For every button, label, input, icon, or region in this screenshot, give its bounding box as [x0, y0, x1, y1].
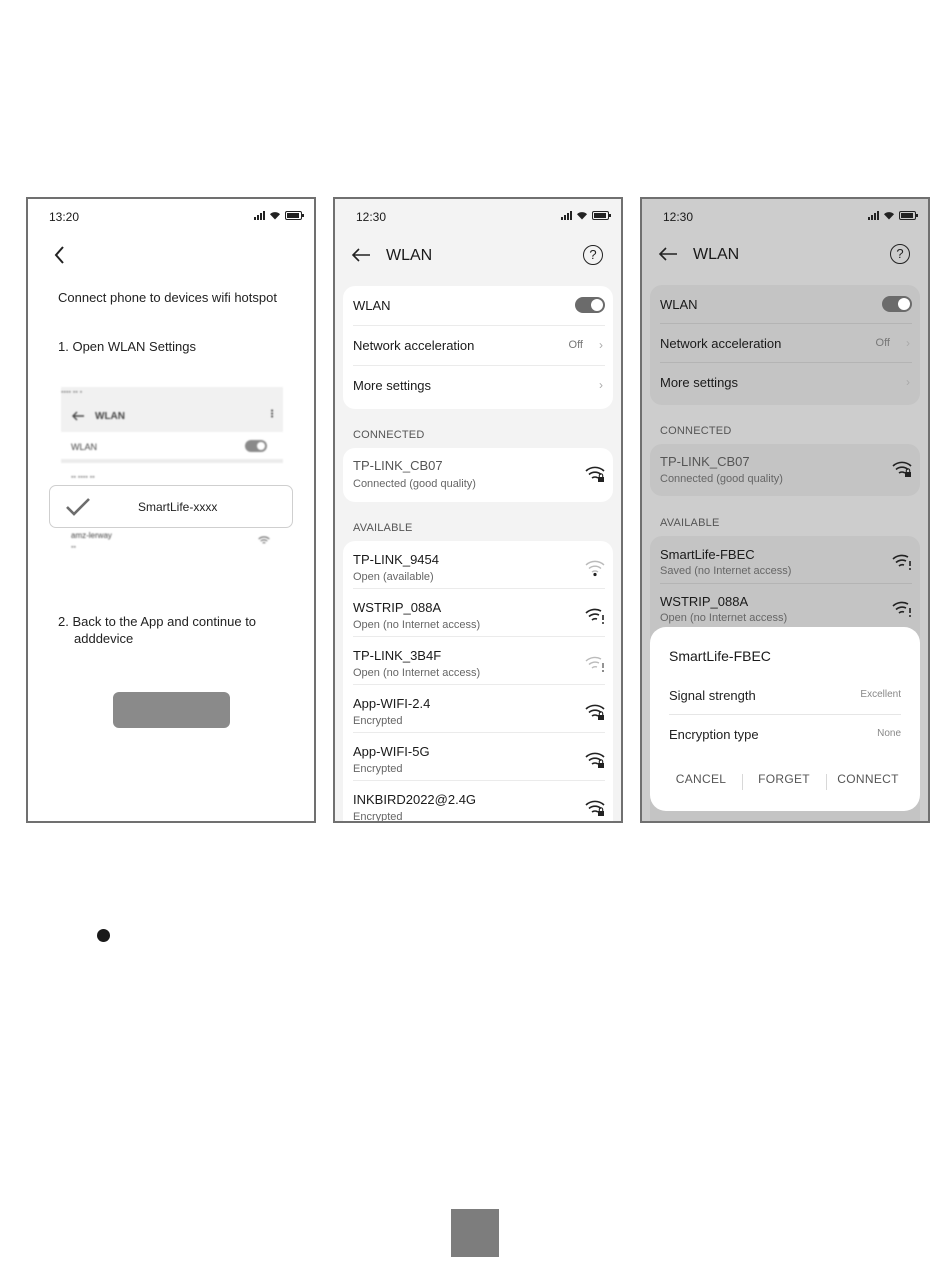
network-status: Open (no Internet access)	[353, 667, 481, 679]
chevron-right-icon: ›	[599, 338, 603, 352]
network-name: TP-LINK_3B4F	[353, 648, 442, 663]
connected-card	[650, 444, 920, 496]
battery-icon	[285, 211, 302, 220]
encryption-type-label: Encryption type	[669, 727, 759, 742]
connected-header: CONNECTED	[660, 425, 732, 437]
status-icons	[254, 211, 302, 220]
selected-network-name: SmartLife-xxxx	[138, 500, 218, 514]
wlan-toggle-row[interactable]	[353, 286, 605, 326]
network-row[interactable]	[353, 733, 605, 781]
preview-divider	[61, 459, 283, 463]
forget-button[interactable]: FORGET	[758, 772, 810, 786]
more-settings-label: More settings	[660, 375, 739, 390]
available-header: AVAILABLE	[660, 517, 720, 529]
dialog-title: SmartLife-FBEC	[669, 648, 771, 664]
preview-title: WLAN	[95, 411, 125, 422]
status-icons	[868, 211, 916, 220]
continue-button[interactable]	[113, 692, 230, 728]
preview-network-status: ▪▪	[71, 544, 76, 551]
status-time: 12:30	[356, 210, 387, 224]
connected-card	[343, 448, 613, 502]
signal-strength-label: Signal strength	[669, 688, 756, 703]
available-header: AVAILABLE	[353, 522, 413, 534]
network-row[interactable]	[660, 536, 912, 584]
status-icons	[561, 211, 609, 220]
network-acceleration-value: Off	[875, 337, 890, 349]
preview-wlan-label: WLAN	[71, 442, 98, 452]
network-row[interactable]	[353, 637, 605, 685]
network-acceleration-row[interactable]	[660, 324, 912, 363]
phone-screen-connect-dialog	[640, 197, 930, 823]
network-row[interactable]	[353, 541, 605, 589]
network-row[interactable]	[353, 589, 605, 637]
network-status: Open (no Internet access)	[353, 619, 481, 631]
preview-status-text: ▪▪▪▪ ▪▪ ▪	[61, 389, 83, 396]
preview-section-text: ▪▪ ▪▪▪▪ ▪▪	[71, 474, 95, 481]
wifi-lock-icon	[585, 799, 605, 817]
available-card	[343, 541, 613, 823]
network-acceleration-row[interactable]	[353, 326, 605, 366]
connect-button[interactable]: CONNECT	[837, 772, 899, 786]
network-acceleration-label: Network acceleration	[353, 338, 475, 353]
battery-icon	[899, 211, 916, 220]
encryption-type-value: None	[877, 728, 901, 739]
battery-icon	[592, 211, 609, 220]
network-status: Encrypted	[353, 715, 403, 727]
network-name: TP-LINK_CB07	[353, 458, 443, 473]
wifi-alert-icon	[892, 600, 912, 618]
nav-bar	[335, 242, 621, 270]
phone-screen-instructions	[26, 197, 316, 823]
page-number-box	[451, 1209, 499, 1257]
chevron-right-icon: ›	[599, 378, 603, 392]
wifi-alert-icon	[892, 553, 912, 571]
step-two-text-continued: adddevice	[74, 631, 134, 646]
phone-screen-wlan-list	[333, 197, 623, 823]
network-name: WSTRIP_088A	[353, 600, 442, 615]
page-title: WLAN	[693, 246, 740, 263]
chevron-right-icon: ›	[906, 375, 910, 389]
wifi-status-icon	[576, 211, 588, 220]
cancel-button[interactable]: CANCEL	[675, 772, 727, 786]
wlan-toggle[interactable]	[575, 297, 605, 313]
network-name: TP-LINK_CB07	[660, 454, 750, 469]
chevron-right-icon: ›	[906, 336, 910, 350]
network-status: Connected (good quality)	[660, 473, 783, 485]
bullet-dot	[97, 929, 110, 942]
step-two-text: 2. Back to the App and continue to	[58, 614, 257, 629]
wifi-status-icon	[883, 211, 895, 220]
back-chevron-icon[interactable]	[52, 244, 68, 266]
wifi-lock-icon	[585, 703, 605, 721]
instruction-heading: Connect phone to devices wifi hotspot	[58, 290, 277, 305]
network-name: WSTRIP_088A	[660, 594, 749, 609]
network-name: App-WIFI-5G	[353, 744, 430, 759]
more-settings-row[interactable]	[353, 366, 605, 406]
wifi-lock-icon	[585, 465, 605, 483]
network-status: Saved (no Internet access)	[660, 565, 792, 577]
connected-network-row[interactable]	[353, 448, 605, 502]
encryption-type-row	[669, 716, 901, 754]
more-settings-label: More settings	[353, 378, 432, 393]
wifi-lock-icon	[892, 460, 912, 478]
wlan-preview-image	[61, 387, 283, 567]
wifi-alert-icon	[585, 655, 605, 673]
network-row[interactable]	[660, 584, 912, 632]
preview-wifi-icon	[257, 535, 271, 547]
network-name: INKBIRD2022@2.4G	[353, 792, 477, 807]
network-status: Open (no Internet access)	[660, 612, 788, 624]
settings-card	[650, 285, 920, 405]
status-bar	[28, 209, 314, 225]
wifi-status-icon	[269, 211, 281, 220]
signal-icon	[254, 211, 265, 220]
nav-bar	[642, 241, 928, 269]
signal-icon	[561, 211, 572, 220]
network-name: SmartLife-FBEC	[660, 547, 755, 562]
checkmark-icon	[64, 495, 92, 519]
network-acceleration-value: Off	[568, 339, 583, 351]
network-detail-dialog	[650, 627, 920, 811]
more-settings-row[interactable]	[660, 363, 912, 402]
network-status: Encrypted	[353, 763, 403, 775]
preview-network-name: amz-lerway	[71, 531, 112, 540]
status-time: 13:20	[49, 210, 80, 224]
wifi-icon	[585, 559, 605, 577]
wlan-toggle[interactable]	[882, 296, 912, 312]
help-icon[interactable]: ?	[583, 245, 603, 265]
step-one-text: 1. Open WLAN Settings	[58, 339, 197, 354]
connected-header: CONNECTED	[353, 429, 425, 441]
network-row[interactable]	[353, 685, 605, 733]
status-time: 12:30	[663, 210, 694, 224]
network-status: Connected (good quality)	[353, 478, 476, 490]
signal-strength-value: Excellent	[860, 689, 901, 700]
status-bar	[335, 209, 621, 225]
dialog-buttons	[650, 772, 920, 794]
wlan-toggle-row[interactable]	[660, 285, 912, 324]
help-icon[interactable]: ?	[890, 244, 910, 264]
back-arrow-icon[interactable]	[351, 247, 371, 263]
wifi-alert-icon	[585, 607, 605, 625]
preview-menu-icon: ⋮	[267, 409, 277, 420]
settings-card	[343, 286, 613, 409]
preview-header	[61, 387, 283, 432]
signal-strength-row	[669, 677, 901, 715]
network-name: App-WIFI-2.4	[353, 696, 431, 711]
network-name: TP-LINK_9454	[353, 552, 439, 567]
preview-back-arrow-icon	[71, 411, 85, 421]
wlan-label: WLAN	[660, 297, 698, 312]
connected-network-row[interactable]	[660, 444, 912, 496]
wlan-label: WLAN	[353, 298, 391, 313]
network-status: Open (available)	[353, 571, 434, 583]
signal-icon	[868, 211, 879, 220]
preview-toggle	[245, 440, 267, 452]
network-status: Encrypted	[353, 811, 403, 823]
network-acceleration-label: Network acceleration	[660, 336, 782, 351]
back-arrow-icon[interactable]	[658, 246, 678, 262]
network-row[interactable]	[353, 781, 605, 823]
wifi-lock-icon	[585, 751, 605, 769]
status-bar	[642, 209, 928, 225]
page-title: WLAN	[386, 247, 433, 264]
selected-network-card[interactable]	[49, 485, 293, 528]
